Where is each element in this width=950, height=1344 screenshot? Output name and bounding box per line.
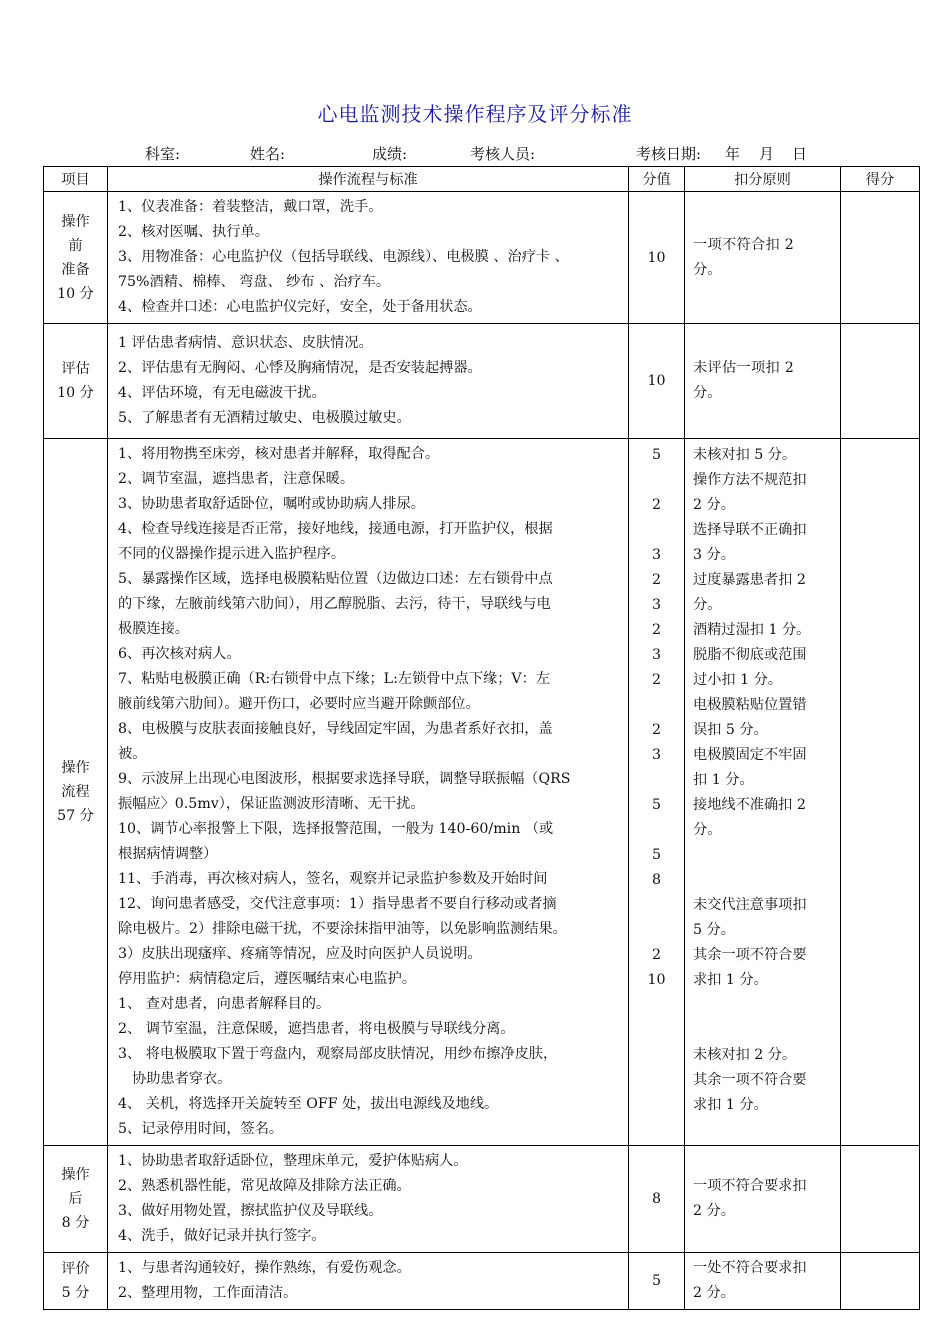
score-label: 成绩: — [372, 145, 408, 163]
table-header-row — [44, 167, 920, 192]
date-label: 考核日期: — [636, 145, 702, 163]
item-cell: 操作 前 准备 10 分 — [44, 192, 108, 324]
table-row — [44, 439, 920, 1146]
item-cell: 评价 5 分 — [44, 1253, 108, 1310]
item-cell: 操作 后 8 分 — [44, 1146, 108, 1253]
header-score: 分值 — [629, 167, 685, 192]
name-label: 姓名: — [250, 145, 286, 163]
procedure-cell: 1、将用物携至床旁，核对患者并解释，取得配合。 2、调节室温，遮挡患者，注意保暖。 3、协助患者取舒适卧位，嘱咐或协助病人排尿。 4、检查导线连接是否正常，接好地线，接通电源，打开监护仪，根据 不同的仪器操作提示进入监护程序。 5、暴露操作区域，选择电极膜粘贴位置（边做边口述：左右锁骨中点 的下缘，左腋前线第六肋间），用乙醇脱脂、去污，待干，导联线与电 极膜连接。 6、再次核对病人。 7、粘贴电极膜正确（R:右锁骨中点下缘；L:左锁骨中点下缘；V：左 腋前线第六肋间）。避开伤口，必要时应当避开除颤部位。 8、电极膜与皮肤表面接触良好，导线固定牢固，为患者系好衣扣，盖 被。 9、示波屏上出现心电图波形，根据要求选择导联，调整导联振幅（QRS 振幅应〉0.5mv），保证监测波形清晰、无干扰。 10、调节心率报警上下限，选择报警范围，一般为 140-60/min （或 根据病情调整） 11、手消毒，再次核对病人，签名，观察并记录监护参数及开始时间 12、询问患者感受，交代注意事项：1）指导患者不要自行移动或者摘 除电极片。2）排除电磁干扰，不要涂抹指甲油等，以免影响监测结果。 3）皮肤出现瘙痒、疼痛等情况，应及时向医护人员说明。 停用监护：病情稳定后，遵医嘱结束心电监护。 1、 查对患者，向患者解释目的。 2、 调节室温，注意保暖，遮挡患者，将电极膜与导联线分离。 3、 将电极膜取下置于弯盘内，观察局部皮肤情况，用纱布擦净皮肤， 协助患者穿衣。 4、 关机，将选择开关旋转至 OFF 处，拔出电源线及地线。 5、记录停用时间，签名。 — [108, 439, 629, 1146]
procedure-cell: 1、与患者沟通较好，操作熟练，有爱伤观念。 2、整理用物，工作面清洁。 — [108, 1253, 629, 1310]
procedure-cell: 1 评估患者病情、意识状态、皮肤情况。 2、评估患有无胸闷、心悸及胸痛情况，是否安装起搏器。 4、评估环境，有无电磁波干扰。 5、了解患者有无酒精过敏史、电极膜过敏史。 — [108, 324, 629, 439]
deduction-cell: 一处不符合要求扣 2 分。 — [685, 1253, 841, 1310]
score-cell: 5 2 3 2 3 2 3 2 2 3 5 5 8 2 10 — [629, 439, 685, 1146]
dept-label: 科室: — [145, 145, 181, 163]
examiner-label: 考核人员: — [470, 145, 536, 163]
scoring-table — [43, 166, 920, 1310]
table-row — [44, 1253, 920, 1310]
deduction-cell: 未核对扣 5 分。 操作方法不规范扣 2 分。 选择导联不正确扣 3 分。 过度暴露患者扣 2 分。 酒精过湿扣 1 分。 脱脂不彻底或范围 过小扣 1 分。 电极膜粘贴位置错 误扣 5 分。 电极膜固定不牢固 扣 1 分。 接地线不准确扣 2 分。 未交代注意事项扣 5 分。 其余一项不符合要 求扣 1 分。 未核对扣 2 分。 其余一项不符合要 求扣 1 分。 — [685, 439, 841, 1146]
day-label: 日 — [792, 145, 808, 163]
deduction-cell: 未评估一项扣 2 分。 — [685, 324, 841, 439]
result-cell[interactable] — [841, 439, 920, 1146]
header-deduction: 扣分原则 — [685, 167, 841, 192]
procedure-cell: 1、仪表准备：着装整洁，戴口罩，洗手。 2、核对医嘱、执行单。 3、用物准备：心电监护仪（包括导联线、电源线）、电极膜 、治疗卡 、 75%酒精、棉棒、 弯盘、 纱布 、治疗车。 4、检查并口述：心电监护仪完好，安全，处于备用状态。 — [108, 192, 629, 324]
result-cell[interactable] — [841, 192, 920, 324]
result-cell[interactable] — [841, 324, 920, 439]
result-cell[interactable] — [841, 1253, 920, 1310]
result-cell[interactable] — [841, 1146, 920, 1253]
table-row — [44, 324, 920, 439]
document-title: 心电监测技术操作程序及评分标准 — [317, 102, 633, 126]
deduction-cell: 一项不符合要求扣 2 分。 — [685, 1146, 841, 1253]
item-cell: 操作 流程 57 分 — [44, 439, 108, 1146]
score-cell: 8 — [629, 1146, 685, 1253]
item-cell: 评估 10 分 — [44, 324, 108, 439]
procedure-cell: 1、协助患者取舒适卧位，整理床单元，爱护体贴病人。 2、熟悉机器性能，常见故障及排除方法正确。 3、做好用物处置，擦拭监护仪及导联线。 4、洗手，做好记录并执行签字。 — [108, 1146, 629, 1253]
score-cell: 5 — [629, 1253, 685, 1310]
deduction-cell: 一项不符合扣 2 分。 — [685, 192, 841, 324]
exam-info-bar — [0, 143, 950, 165]
month-label: 月 — [759, 145, 775, 163]
table-row — [44, 192, 920, 324]
score-cell: 10 — [629, 192, 685, 324]
header-result: 得分 — [841, 167, 920, 192]
header-item: 项目 — [44, 167, 108, 192]
header-procedure: 操作流程与标准 — [108, 167, 629, 192]
score-cell: 10 — [629, 324, 685, 439]
year-label: 年 — [725, 145, 741, 163]
table-row — [44, 1146, 920, 1253]
